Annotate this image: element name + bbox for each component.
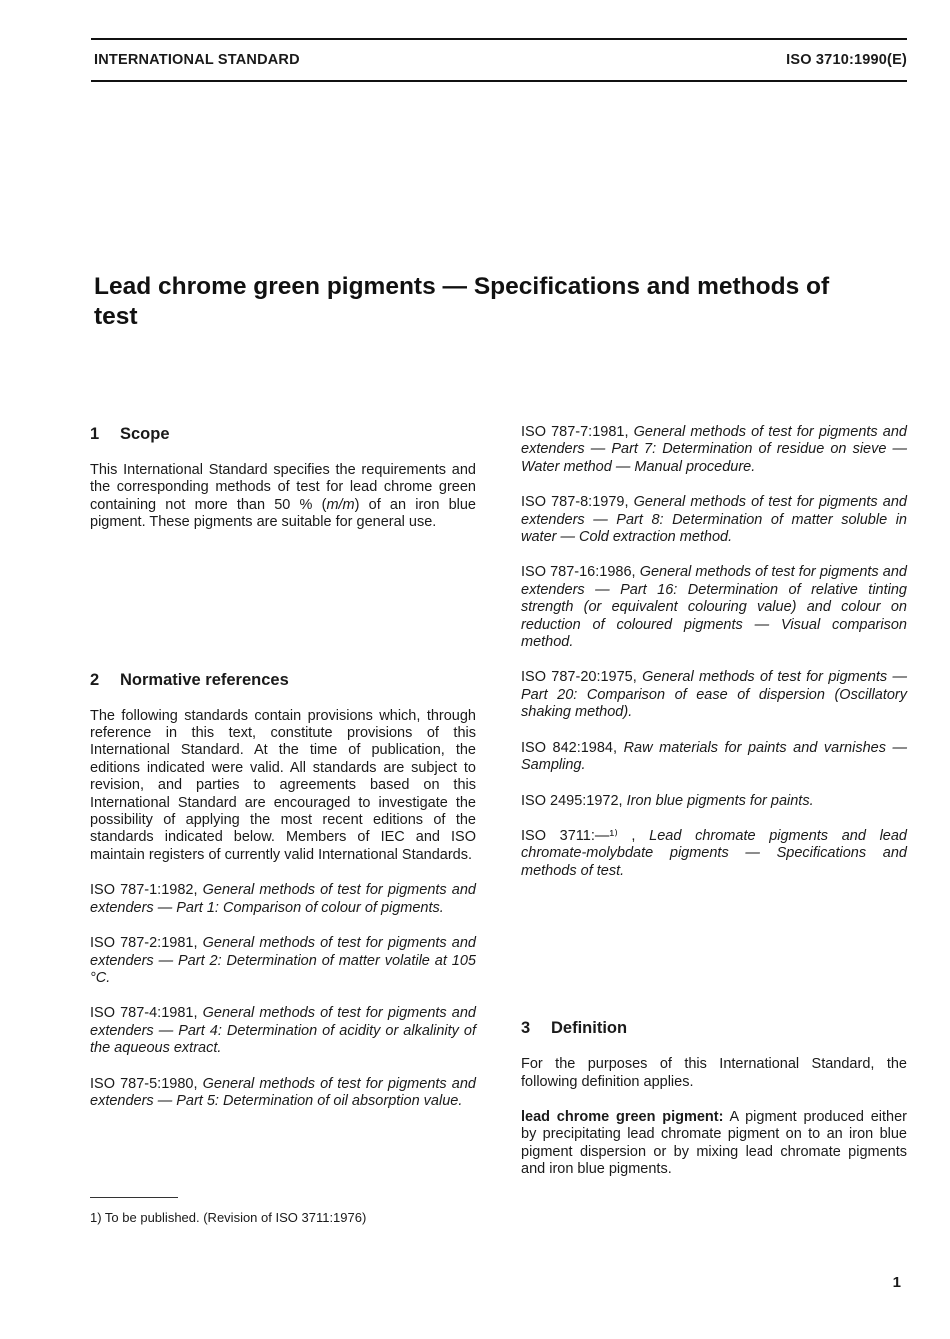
reference-code: ISO 787-5:1980, [90,1075,198,1092]
reference-title: General methods of test for pigments and extenders — Part 2: Determination of matter volatile at 105 °C. [90,935,476,986]
definition-intro: For the purposes of this International Standard, the following definition applies. [521,1056,907,1090]
section-3-number: 3 [521,1019,531,1038]
section-1-number: 1 [90,425,100,443]
section-2-heading [90,670,476,690]
section-1-title: Scope [120,425,170,443]
top-rule [91,38,907,40]
reference-title: Lead chromate pigments and lead chromate-molybdate pigments — Specifications and methods of test. [521,827,908,879]
reference-title: Iron blue pigments for paints. [626,792,814,809]
reference-title: General methods of test for pigments and extenders — Part 16: Determination of relative tinting strength (or equivalent colouring value) and colour on reduction of coloured pigments — Visual comparison method. [521,564,907,651]
definition-term: lead chrome green pigment: [521,1108,724,1125]
reference-item [521,828,907,880]
reference-item [521,494,907,546]
reference-code: ISO 787-7:1981, [521,424,629,440]
reference-item [90,935,476,987]
scope-paragraph [90,462,476,532]
reference-code: ISO 787-20:1975, [521,669,637,686]
document-title: Lead chrome green pigments — Specifications and methods of test [94,273,830,330]
reference-code: ISO 787-1:1982, [90,882,198,899]
header-right: ISO 3710:1990(E) [786,52,907,68]
scope-text-1: This International Standard specifies the requirements and the corresponding methods of test for lead chrome green containing not more than 50 % ( [90,462,476,513]
right-column [521,424,907,1179]
reference-title: General methods of test for pigments — Part 20: Comparison of ease of dispersion (Oscillatory shaking method). [521,669,907,721]
header-bottom-rule [91,80,907,82]
section-2-number: 2 [90,670,100,689]
page-number: 1 [892,1274,901,1291]
reference-code: ISO 842:1984, [521,739,618,756]
reference-code: ISO 787-16:1986, [521,564,636,581]
section-1-heading [90,424,476,444]
header-left: INTERNATIONAL STANDARD [94,52,300,68]
reference-item [90,882,476,917]
reference-title: Raw materials for paints and varnishes — Sampling. [521,739,907,774]
section-3-title: Definition [551,1019,628,1038]
normative-intro: The following standards contain provisions which, through reference in this text, constitute provisions of this International Standard. At the time of publication, the editions indicated were valid. All standards are subject to revision, and parties to agreements based on this International Standard are encouraged to investigate the possibility of applying the most recent editions of the standards indicated below. Members of IEC and ISO maintain registers of currently valid International Standards. [90,707,476,863]
reference-item [521,669,907,721]
reference-title: General methods of test for pigments and extenders — Part 7: Determination of residue on sieve — Water method — Manual procedure. [521,424,907,475]
reference-title: General methods of test for pigments and extenders — Part 8: Determination of matter soluble in water — Cold extraction method. [521,494,907,546]
reference-item [521,793,907,810]
section-2-title: Normative references [120,670,289,689]
reference-title: General methods of test for pigments and extenders — Part 1: Comparison of colour of pigments. [90,882,476,916]
reference-item [521,424,907,476]
scope-text-2: ) of an iron blue pigment. These pigments are suitable for general use. [90,496,476,531]
reference-item [521,740,907,775]
footnote: 1) To be published. (Revision of ISO 3711:1976) [90,1210,367,1225]
reference-code: ISO 787-4:1981, [90,1005,198,1022]
definition-text: A pigment produced either by precipitating lead chromate pigment on to an iron blue pigment dispersion or by mixing lead chromate pigments and iron blue pigments. [521,1108,907,1178]
reference-code: ISO 787-8:1979, [521,494,629,511]
footnote-rule [90,1197,178,1198]
reference-item [521,564,907,651]
reference-item [90,1076,476,1111]
reference-item [90,1005,476,1057]
reference-title: General methods of test for pigments and extenders — Part 5: Determination of oil absorption value. [90,1075,476,1109]
reference-code: ISO 787-2:1981, [90,935,198,952]
reference-code: ISO 2495:1972, [521,792,623,809]
reference-title: General methods of test for pigments and extenders — Part 4: Determination of acidity or alkalinity of the aqueous extract. [90,1005,476,1057]
section-3-heading [521,1018,907,1038]
reference-code: ISO 3711:—¹⁾ , [521,827,636,844]
left-column [90,424,476,1110]
definition-paragraph [521,1109,907,1179]
scope-mm: m/m [326,496,355,513]
